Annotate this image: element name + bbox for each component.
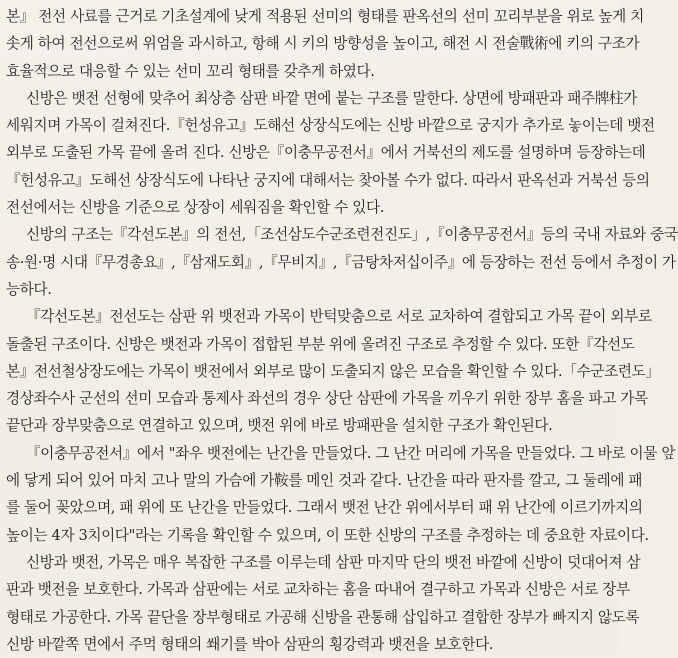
text-line: 송·원·명 시대『무경총요』,『삼재도회』,『무비지』,『금탕차저십이주』에 등장하는 전선 등에서 추정이 가 (6, 253, 676, 271)
text-line: 본』 전선 사료를 근거로 기초설계에 낮게 적용된 선미의 형태를 판옥선의 선미 꼬리부분을 위로 높게 치 (6, 8, 644, 25)
text-line: 솟게 하여 전선으로써 위엄을 과시하고, 항해 시 키의 방향성을 높이고, 해전 시 전술戰術에 키의 구조가 (6, 35, 640, 53)
text-line: 능하다. (6, 280, 52, 298)
text-line: 『헌성유고』도해선 상장식도에 나타난 궁지에 대해서는 찾아볼 수가 없다. 따라서 판옥선과 거북선 등의 (6, 171, 650, 189)
text-line: 외부로 도출된 가목 끝에 올려 진다. 신방은『이충무공전서』에서 거북선의 제도를 설명하며 등장하는데 (6, 144, 646, 162)
text-line: 신방의 구조는『각선도본』의 전선,「조선삼도수군조련전진도」,『이충무공전서』등의 국내 자료와 중국 (26, 226, 678, 244)
text-line: 에 닿게 되어 있어 마치 고나 말의 가슴에 가鞍를 메인 것과 같다. 난간을 따라 판자를 깔고, 그 둘레에 패 (6, 472, 643, 490)
text-line: 끝단과 장부맞춤으로 연결하고 있으며, 뱃전 위에 바로 방패판을 설치한 구조가 확인된다. (6, 417, 553, 435)
text-line: 경상좌수사 군선의 선미 모습과 통제사 좌선의 경우 상단 삼판에 가목을 끼우기 위한 장부 홈을 파고 가목 (6, 390, 648, 408)
text-line: 높이는 4자 3치이다"라는 기록을 확인할 수 있으며, 이 또한 신방의 구조를 추정하는 데 중요한 자료이다. (6, 526, 649, 544)
text-line: 신방은 뱃전 선형에 맞추어 최상층 삼판 바깥 면에 붙는 구조를 말한다. 상면에 방패판과 패주牌柱가 (26, 89, 637, 107)
text-line: 세워지며 가목이 걸쳐진다.『헌성유고』도해선 상장식도에는 신방 바깥으로 궁지가 추가로 놓이는데 뱃전 (6, 117, 655, 135)
text-line: 전선에서는 신방을 기준으로 상장이 세워짐을 확인할 수 있다. (6, 199, 385, 217)
text-line: 를 둘어 꽂았으며, 패 위에 또 난간을 만들었다. 그래서 뱃전 난간 위에서부터 패 위 난간에 이르기까지의 (6, 499, 643, 517)
body-text (6, 3, 678, 658)
text-line: 돌출된 구조이다. 신방은 뱃전과 가목이 접합된 부분 위에 올려진 구조로 추정할 수 있다. 또한『각선도 (6, 335, 635, 353)
text-line: 『이충무공전서』에서 "좌우 뱃전에는 난간을 만들었다. 그 난간 머리에 가목을 만들었다. 그 바로 이물 앞 (26, 444, 676, 462)
text-line: 『각선도본』전선도는 삼판 위 뱃전과 가목이 반턱맞춤으로 서로 교차하여 결합되고 가목 끝이 외부로 (26, 308, 652, 326)
text-line: 본』전선철상장도에는 가목이 뱃전에서 외부로 많이 도출되지 않은 모습을 확인할 수 있다.「수군조련도」 (6, 362, 660, 380)
text-line: 신방 바깥쪽 면에서 주먹 형태의 쐐기를 박아 삼판의 횡강력과 뱃전을 보호한다. (6, 635, 494, 653)
text-line: 효율적으로 대응할 수 있는 선미 꼬리 형태를 갖추게 하였다. (6, 62, 375, 80)
text-line: 형태로 가공한다. 가목 끝단을 장부형태로 가공해 신방을 관통해 삽입하고 결합한 장부가 빠지지 않도록 (6, 608, 640, 626)
text-line: 신방과 뱃전, 가목은 매우 복잡한 구조를 이루는데 삼판 마지막 단의 뱃전 바깥에 신방이 덧대어져 삼 (26, 553, 641, 571)
text-line: 판과 뱃전을 보호한다. 가목과 삼판에는 서로 교차하는 홈을 따내어 결구하고 가목과 신방은 서로 장부 (6, 581, 630, 599)
